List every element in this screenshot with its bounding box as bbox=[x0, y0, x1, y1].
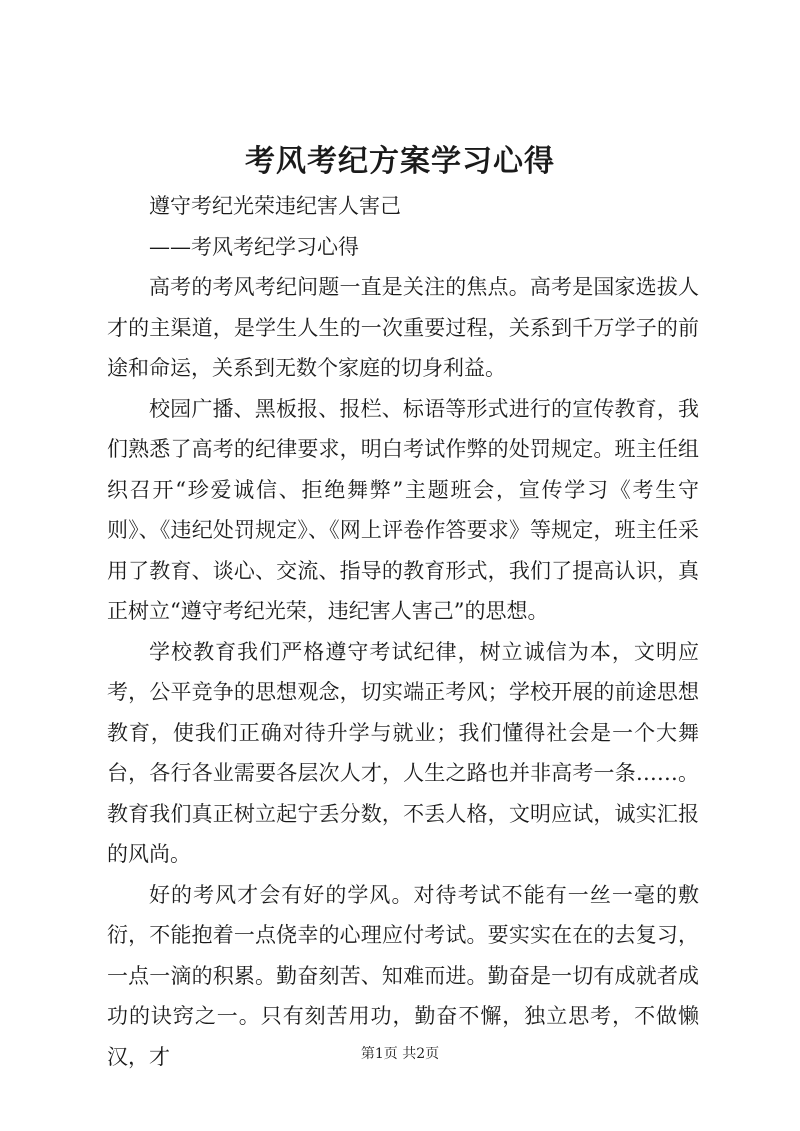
subtitle-line: ——考风考纪学习心得 bbox=[149, 234, 359, 259]
subtitle-line: 遵守考纪光荣违纪害人害己 bbox=[149, 194, 401, 218]
body-paragraph: 校园广播、黑板报、报栏、标语等形式进行的宣传教育，我们熟悉了高考的纪律要求，明白考试作弊的处罚规定。班主任组织召开“珍爱诚信、拒绝舞弊”主题班会，宣传学习《考生守则》、《违纪处罚规定》、《网上评卷作答要求》等规定，班主任采用了教育、谈心、交流、指导的教育形式，我们了提高认识，真正树立“遵守考纪光荣，违纪害人害己”的思想。 bbox=[107, 396, 699, 623]
document-body bbox=[107, 186, 699, 1077]
body-paragraph: 好的考风才会有好的学风。对待考试不能有一丝一毫的敷衍，不能抱着一点侥幸的心理应付考试。要实实在在的去复习，一点一滴的积累。勤奋刻苦、知难而进。勤奋是一切有成就者成功的诀窍之一。只有刻苦用功，勤奋不懈，独立思考，不做懒汉，才 bbox=[107, 882, 699, 1069]
page-footer: 第1页 共2页 bbox=[360, 1046, 440, 1062]
body-paragraph: 学校教育我们严格遵守考试纪律，树立诚信为本，文明应考，公平竞争的思想观念，切实端正考风；学校开展的前途思想教育，使我们正确对待升学与就业；我们懂得社会是一个大舞台，各行各业需要各层次人才，人生之路也并非高考一条……。教育我们真正树立起宁丢分数，不丢人格，文明应试，诚实汇报的风尚。 bbox=[107, 639, 699, 866]
body-paragraph: 高考的考风考纪问题一直是关注的焦点。高考是国家选拔人才的主渠道，是学生人生的一次重要过程，关系到千万学子的前途和命运，关系到无数个家庭的切身利益。 bbox=[107, 275, 699, 380]
document-title: 考风考纪方案学习心得 bbox=[245, 144, 555, 179]
